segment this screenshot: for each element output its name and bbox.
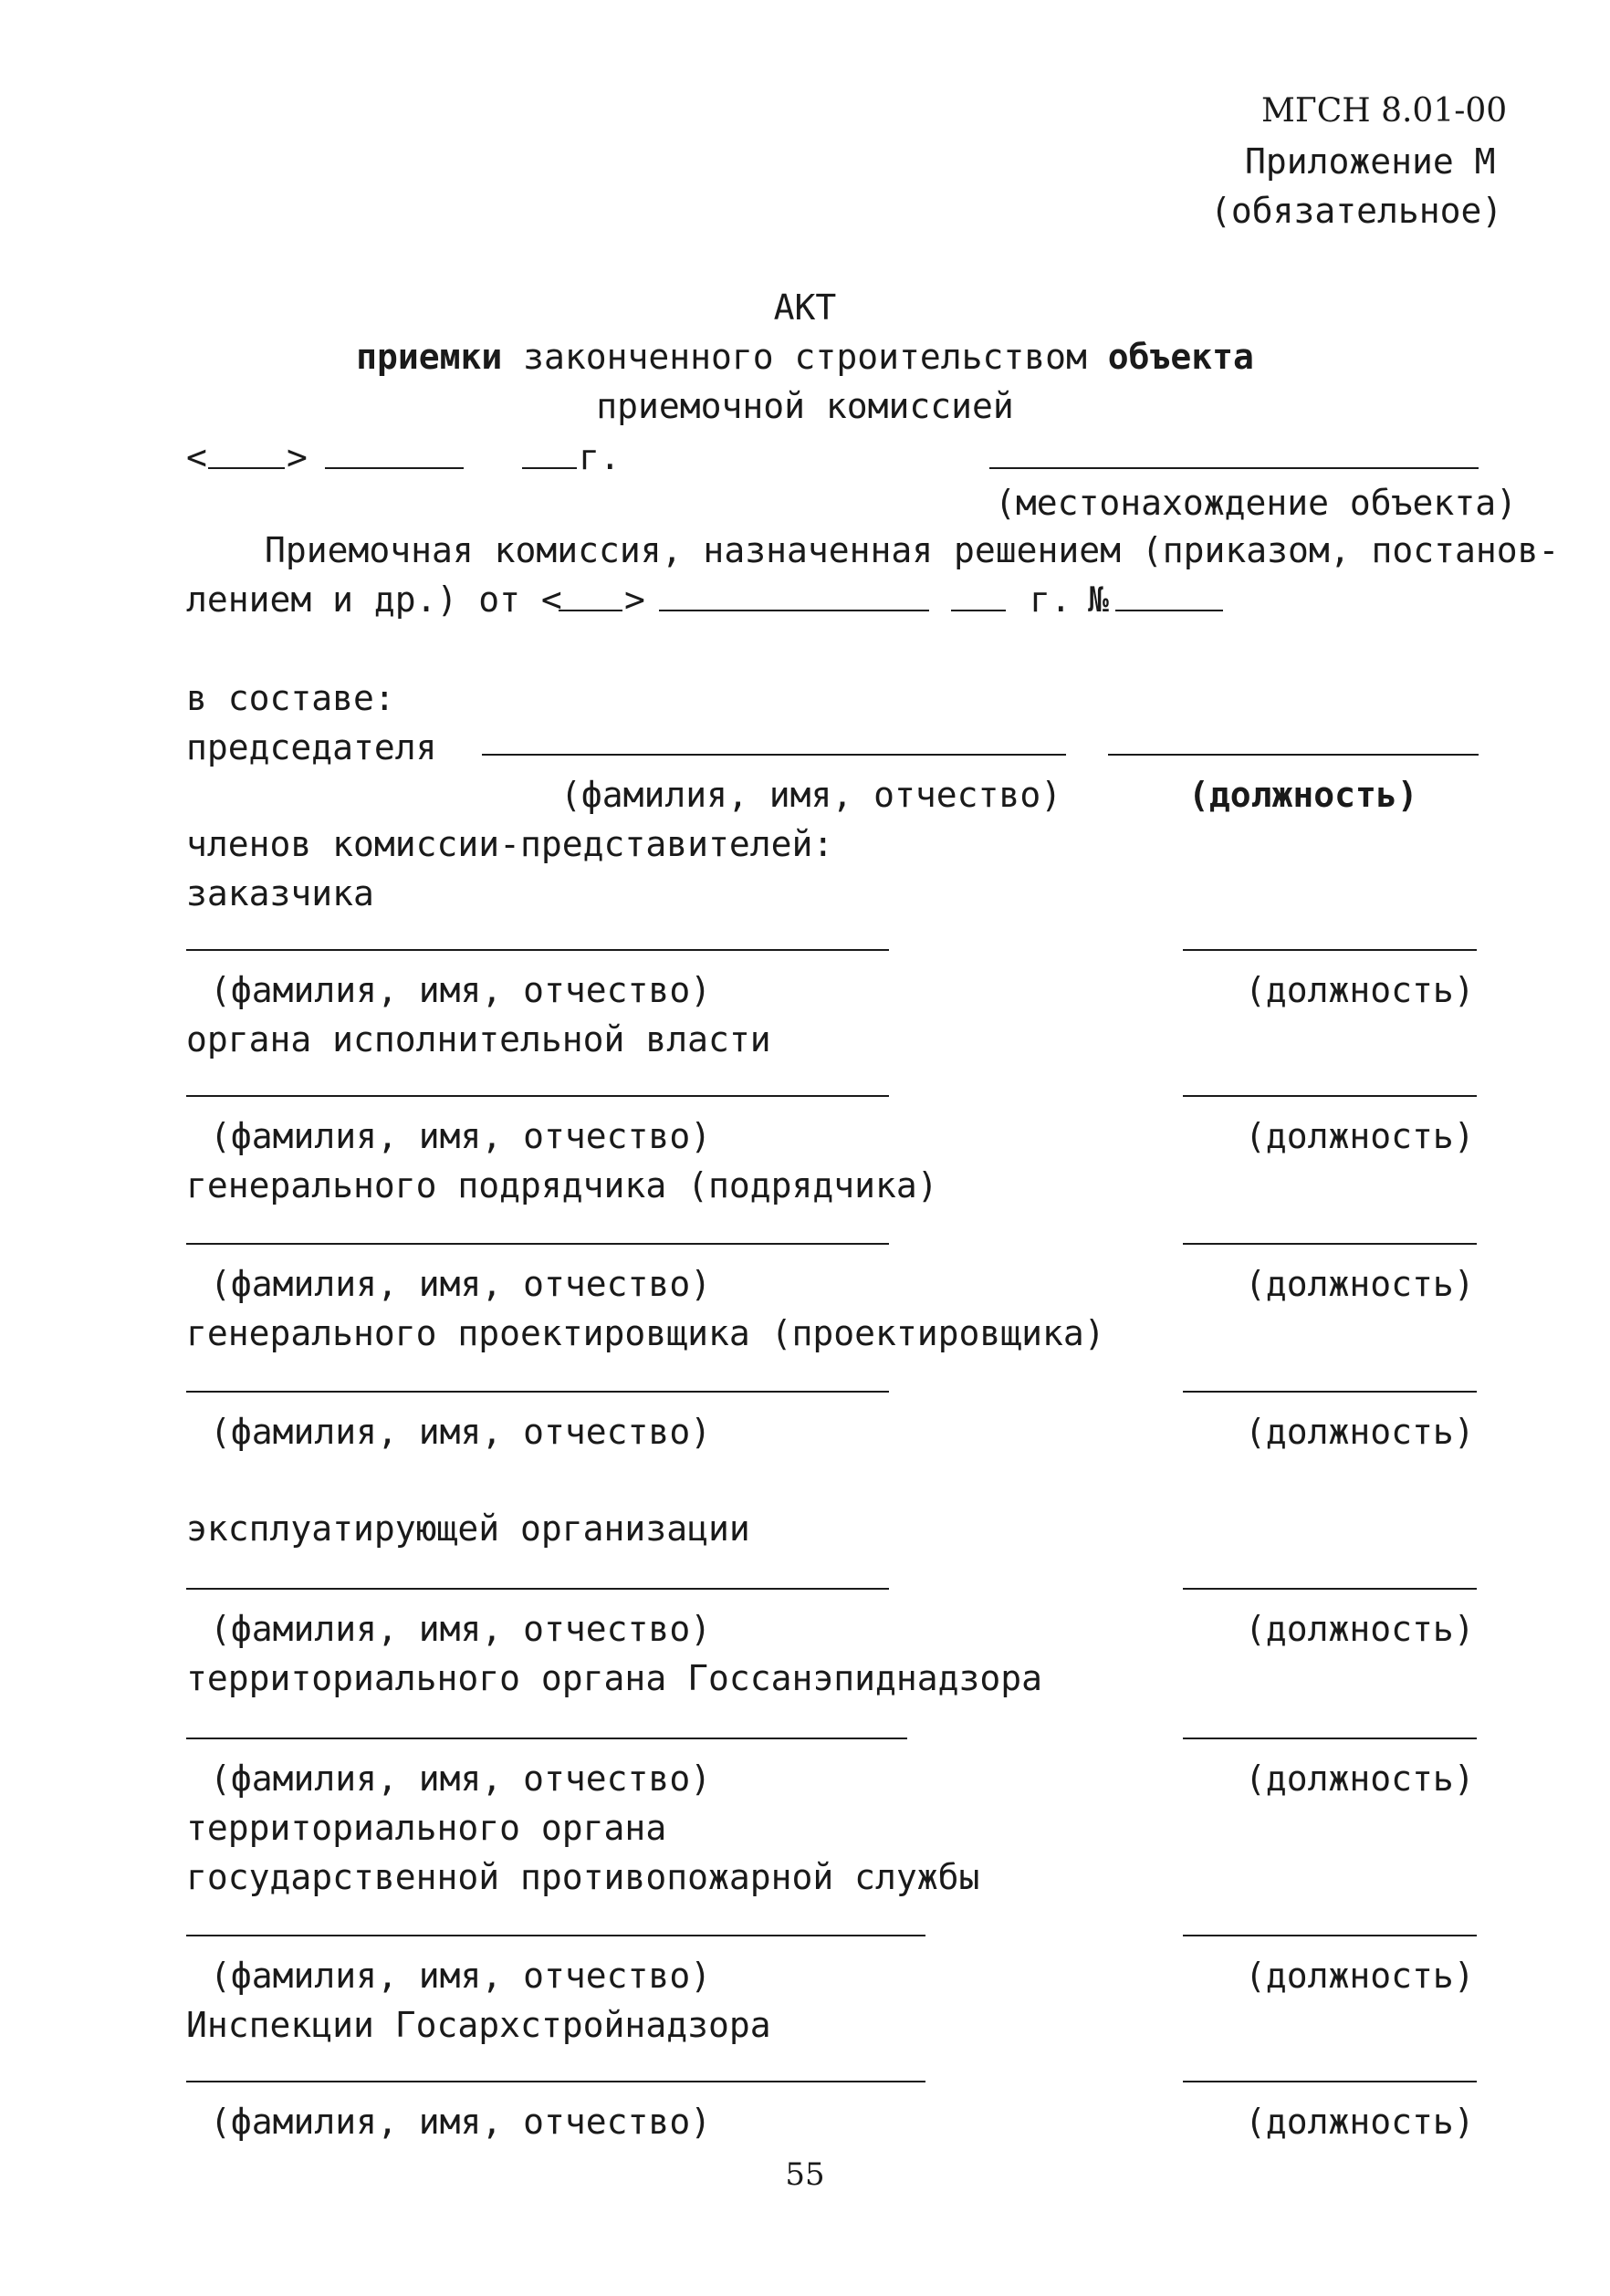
contractor-name-line (186, 1243, 889, 1245)
year-suffix: г. (579, 437, 621, 477)
document-subtitle-2: приемочной комиссией (596, 386, 1014, 426)
intro-line-1: Приемочная комиссия, назначенная решением (приказом, постанов- (265, 530, 1560, 570)
chairman-position-caption: (должность) (1188, 775, 1418, 815)
appendix-status: (обязательное) (1210, 191, 1503, 231)
chairman-label: председателя (186, 727, 437, 767)
year-blank-line (522, 467, 577, 469)
operator-position-line (1183, 1588, 1477, 1590)
location-blank-line (989, 467, 1479, 469)
member-contractor-label: генерального подрядчика (подрядчика) (186, 1165, 938, 1205)
member-operator-label: эксплуатирующей организации (186, 1508, 750, 1549)
chairman-name-caption: (фамилия, имя, отчество) (560, 775, 1062, 815)
executive-name-line (186, 1095, 889, 1097)
order-date-close-bracket: > (624, 579, 645, 620)
designer-position-line (1183, 1391, 1477, 1393)
architecture-position-caption: (должность) (1245, 2102, 1475, 2142)
order-month-blank-line (659, 610, 929, 611)
contractor-position-line (1183, 1243, 1477, 1245)
location-caption: (местонахождение объекта) (995, 483, 1517, 523)
chairman-name-line (482, 754, 1066, 756)
composition-label: в составе: (186, 678, 395, 718)
operator-position-caption: (должность) (1245, 1609, 1475, 1649)
member-executive-label: органа исполнительной власти (186, 1019, 771, 1059)
architecture-name-line (186, 2081, 925, 2082)
sanitary-name-line (186, 1738, 907, 1739)
architecture-position-line (1183, 2081, 1477, 2082)
member-designer-label: генерального проектировщика (проектировщика) (186, 1313, 1105, 1353)
fire-position-caption: (должность) (1245, 1956, 1475, 1996)
appendix-label: Приложение М (1245, 141, 1496, 182)
month-blank-line (325, 467, 464, 469)
contractor-position-caption: (должность) (1245, 1264, 1475, 1304)
customer-position-line (1183, 949, 1477, 951)
executive-name-caption: (фамилия, имя, отчество) (210, 1116, 712, 1156)
chairman-position-line (1108, 754, 1479, 756)
date-close-bracket: > (287, 437, 308, 477)
order-number-blank-line (1115, 610, 1223, 611)
fire-name-line (186, 1935, 925, 1936)
member-sanitary-label: территориального органа Госсанэпиднадзора (186, 1658, 1042, 1698)
fire-name-caption: (фамилия, имя, отчество) (210, 1956, 712, 1996)
sanitary-position-line (1183, 1738, 1477, 1739)
sanitary-name-caption: (фамилия, имя, отчество) (210, 1759, 712, 1799)
order-year-suffix: г. (1030, 579, 1072, 620)
date-open-bracket: < (186, 437, 207, 477)
designer-name-line (186, 1391, 889, 1393)
executive-position-caption: (должность) (1245, 1116, 1475, 1156)
member-fire-label-1: территориального органа (186, 1808, 667, 1848)
customer-name-line (186, 949, 889, 951)
document-subtitle: приемки законченного строительством объекта (356, 337, 1254, 377)
member-fire-label-2: государственной противопожарной службы (186, 1857, 980, 1897)
operator-name-caption: (фамилия, имя, отчество) (210, 1609, 712, 1649)
intro-line-2: лением и др.) от < (186, 579, 562, 620)
contractor-name-caption: (фамилия, имя, отчество) (210, 1264, 712, 1304)
designer-position-caption: (должность) (1245, 1412, 1475, 1452)
architecture-name-caption: (фамилия, имя, отчество) (210, 2102, 712, 2142)
designer-name-caption: (фамилия, имя, отчество) (210, 1412, 712, 1452)
customer-position-caption: (должность) (1245, 970, 1475, 1010)
executive-position-line (1183, 1095, 1477, 1097)
document-code: МГСН 8.01-00 (1261, 92, 1508, 130)
day-blank-line (208, 467, 285, 469)
page-number: 55 (785, 2156, 825, 2193)
sanitary-position-caption: (должность) (1245, 1759, 1475, 1799)
order-year-blank-line (951, 610, 1006, 611)
order-number-sign: № (1088, 579, 1109, 620)
customer-name-caption: (фамилия, имя, отчество) (210, 970, 712, 1010)
member-architecture-label: Инспекции Госархстройнадзора (186, 2005, 771, 2045)
fire-position-line (1183, 1935, 1477, 1936)
document-title: АКТ (773, 287, 837, 328)
operator-name-line (186, 1588, 889, 1590)
member-customer-label: заказчика (186, 873, 374, 913)
order-day-blank-line (559, 610, 622, 611)
members-label: членов комиссии-представителей: (186, 824, 834, 864)
